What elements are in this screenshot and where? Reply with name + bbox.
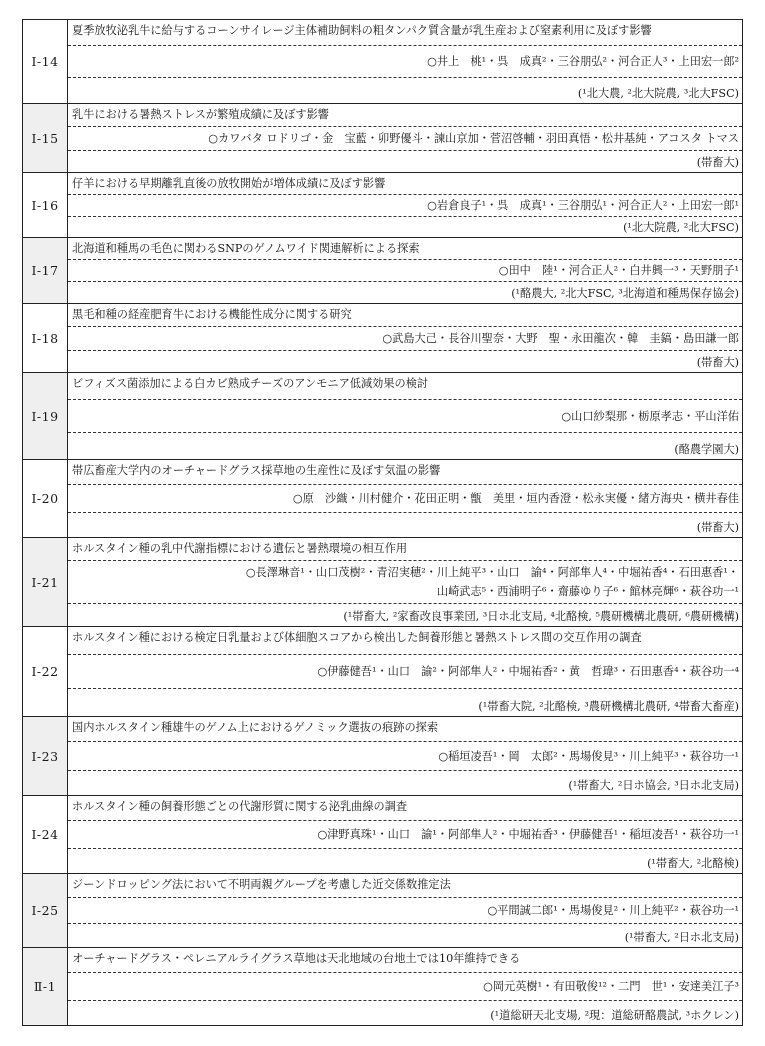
entry-content xyxy=(68,373,743,460)
table-body xyxy=(23,20,743,1026)
entry-id: Ⅰ-17 xyxy=(23,238,68,304)
entry-title: 北海道和種馬の毛色に関わるSNPのゲノムワイド関連解析による探索 xyxy=(72,241,420,255)
entry-title: オーチャードグラス・ペレニアルライグラス草地は天北地域の台地土では10年維持できる xyxy=(72,951,521,965)
entry-row xyxy=(23,538,743,627)
entry-row xyxy=(23,627,743,717)
entry-content xyxy=(68,717,743,796)
entry-affiliation: (¹道総研天北支場, ²現：道総研酪農試, ³ホクレン) xyxy=(68,1000,742,1024)
author-line: 山崎武志⁵・西浦明子⁶・齋藤ゆり子⁶・館林亮輝⁶・萩谷功一¹ xyxy=(436,585,739,598)
author-line: ○井上 桃¹・呉 成真²・三谷朋弘²・河合正人³・上田宏一郎² xyxy=(427,55,739,68)
entry-affiliation: (帯畜大) xyxy=(68,150,742,172)
entry-authors xyxy=(68,741,742,770)
entry-id: Ⅰ-16 xyxy=(23,173,68,238)
entry-authors xyxy=(68,194,742,216)
entry-row xyxy=(23,238,743,304)
entry-row xyxy=(23,173,743,238)
entry-row xyxy=(23,717,743,796)
entry-title: 国内ホルスタイン種雄牛のゲノム上におけるゲノミック選抜の痕跡の探索 xyxy=(72,720,439,734)
entry-id: Ⅰ-14 xyxy=(23,20,68,104)
entry-authors xyxy=(68,259,742,282)
entry-content xyxy=(68,627,743,717)
entry-affiliation: (¹酪農大, ²北大FSC, ³北海道和種馬保存協会) xyxy=(68,281,742,302)
entry-authors xyxy=(68,560,742,604)
entry-authors xyxy=(68,897,742,924)
entry-title: 仔羊における早期離乳直後の放牧開始が増体成績に及ぼす影響 xyxy=(72,176,386,190)
entry-row xyxy=(23,373,743,460)
entry-id: Ⅰ-19 xyxy=(23,373,68,460)
presentation-schedule-table xyxy=(22,19,743,1026)
entry-row xyxy=(23,104,743,173)
entry-id: Ⅰ-23 xyxy=(23,717,68,796)
entry-affiliation: (¹帯畜大, ²北酪検) xyxy=(68,848,742,872)
entry-affiliation: (¹北大農, ²北大院農, ³北大FSC) xyxy=(68,77,742,103)
author-line: ○武島大己・長谷川聖奈・大野 聖・永田龍次・韓 圭鎬・島田謙一郎 xyxy=(382,331,739,345)
entry-title: 帯広畜産大学内のオーチャードグラス採草地の生産性に及ぼす気温の影響 xyxy=(72,463,441,477)
entry-title: 乳牛における暑熱ストレスが繁殖成績に及ぼす影響 xyxy=(72,107,329,121)
entry-id: Ⅰ-24 xyxy=(23,796,68,874)
author-line: ○山口紗梨那・栃原孝志・平山洋佑 xyxy=(561,409,739,423)
entry-content xyxy=(68,104,743,173)
entry-content xyxy=(68,304,743,373)
entry-id: Ⅰ-21 xyxy=(23,538,68,627)
entry-title: ホルスタイン種の飼養形態ごとの代謝形質に関する泌乳曲線の調査 xyxy=(72,799,408,813)
entry-title: ホルスタイン種における検定日乳量および体細胞スコアから検出した飼養形態と暑熱ストレス間の交互作用の調査 xyxy=(72,630,642,644)
entry-affiliation: (帯畜大) xyxy=(68,350,742,372)
author-line: ○岩倉良子¹・呉 成真¹・三谷朋弘¹・河合正人²・上田宏一郎¹ xyxy=(427,198,739,212)
entry-row xyxy=(23,20,743,104)
entry-id: Ⅰ-20 xyxy=(23,460,68,538)
entry-authors xyxy=(68,326,742,350)
entry-title: 黒毛和種の経産肥育牛における機能性成分に関する研究 xyxy=(72,307,352,321)
entry-authors xyxy=(68,972,742,1001)
entry-title: ジーンドロッピング法において不明両親グループを考慮した近交係数推定法 xyxy=(72,877,451,891)
author-line: ○伊藤健吾¹・山口 諭²・阿部隼人²・中堀祐香²・黄 哲瑋³・石田惠香⁴・萩谷功一⁴ xyxy=(317,665,739,678)
entry-content xyxy=(68,238,743,304)
entry-content xyxy=(68,173,743,238)
entry-id: Ⅰ-25 xyxy=(23,874,68,948)
entry-authors xyxy=(68,126,742,150)
entry-affiliation: (¹帯畜大院, ²北酪検, ³農研機構北農研, ⁴帯畜大畜産) xyxy=(68,688,742,715)
entry-content xyxy=(68,796,743,874)
entry-content xyxy=(68,20,743,104)
entry-content xyxy=(68,948,743,1026)
author-line: ○津野真珠¹・山口 諭¹・阿部隼人²・中堀祐香³・伊藤健吾¹・稲垣凌吾¹・萩谷功一¹ xyxy=(317,828,739,841)
entry-title: ビフィズス菌添加による白カビ熟成チーズのアンモニア低減効果の検討 xyxy=(72,376,429,390)
entry-title: 夏季放牧泌乳牛に給与するコーンサイレージ主体補助飼料の粗タンパク質含量が乳生産および窒素利用に及ぼす影響 xyxy=(72,23,652,37)
entry-row xyxy=(23,796,743,874)
entry-affiliation: (¹帯畜大, ²家畜改良事業団, ³日ホ北支局, ⁴北酪検, ⁵農研機構北農研, ⁶農研機構) xyxy=(68,603,742,625)
entry-row xyxy=(23,948,743,1026)
author-line: ○稲垣凌吾¹・岡 太郎²・馬場俊見³・川上純平³・萩谷功一¹ xyxy=(438,749,739,763)
entry-affiliation: (酪農学園大) xyxy=(68,432,742,459)
entry-authors xyxy=(68,654,742,689)
entry-row xyxy=(23,304,743,373)
entry-id: Ⅰ-18 xyxy=(23,304,68,373)
entry-affiliation: (帯畜大) xyxy=(68,512,742,536)
entry-authors xyxy=(68,45,742,77)
author-line: ○田中 陸¹・河合正人²・白井興一³・天野朋子¹ xyxy=(498,264,739,277)
entry-authors xyxy=(68,820,742,849)
author-line: ○カワバタ ロドリゴ・金 宝藍・卯野優斗・諫山京加・菅沼啓輔・羽田真悟・松井基純・アコスタ トマス xyxy=(208,131,739,145)
entry-affiliation: (¹帯畜大, ²日ホ北支局) xyxy=(68,923,742,946)
entry-content xyxy=(68,538,743,627)
author-line: ○平間誠二郎¹・馬場俊見²・川上純平²・萩谷功一¹ xyxy=(487,904,739,917)
entry-row xyxy=(23,874,743,948)
entry-authors xyxy=(68,484,742,513)
author-line: ○岡元英樹¹・有田敬俊¹²・二門 世¹・安達美江子³ xyxy=(483,980,739,993)
entry-affiliation: (¹帯畜大, ²日ホ協会, ³日ホ北支局) xyxy=(68,770,742,795)
entry-title: ホルスタイン種の乳中代謝指標における遺伝と暑熱環境の相互作用 xyxy=(72,541,408,555)
entry-authors xyxy=(68,399,742,432)
entry-content xyxy=(68,874,743,948)
author-line: ○原 沙織・川村健介・花田正明・甑 美里・垣内香澄・松永実優・緒方海央・横井春佳 xyxy=(292,492,739,505)
entry-affiliation: (¹北大院農, ²北大FSC) xyxy=(68,216,742,237)
entry-id: Ⅱ-1 xyxy=(23,948,68,1026)
entry-row xyxy=(23,460,743,538)
entry-id: Ⅰ-22 xyxy=(23,627,68,717)
entry-id: Ⅰ-15 xyxy=(23,104,68,173)
entry-content xyxy=(68,460,743,538)
author-line: ○長澤琳音¹・山口茂樹²・青沼実穂²・川上純平³・山口 諭⁴・阿部隼人⁴・中堀祐香⁴・石田惠香¹・ xyxy=(245,566,739,579)
